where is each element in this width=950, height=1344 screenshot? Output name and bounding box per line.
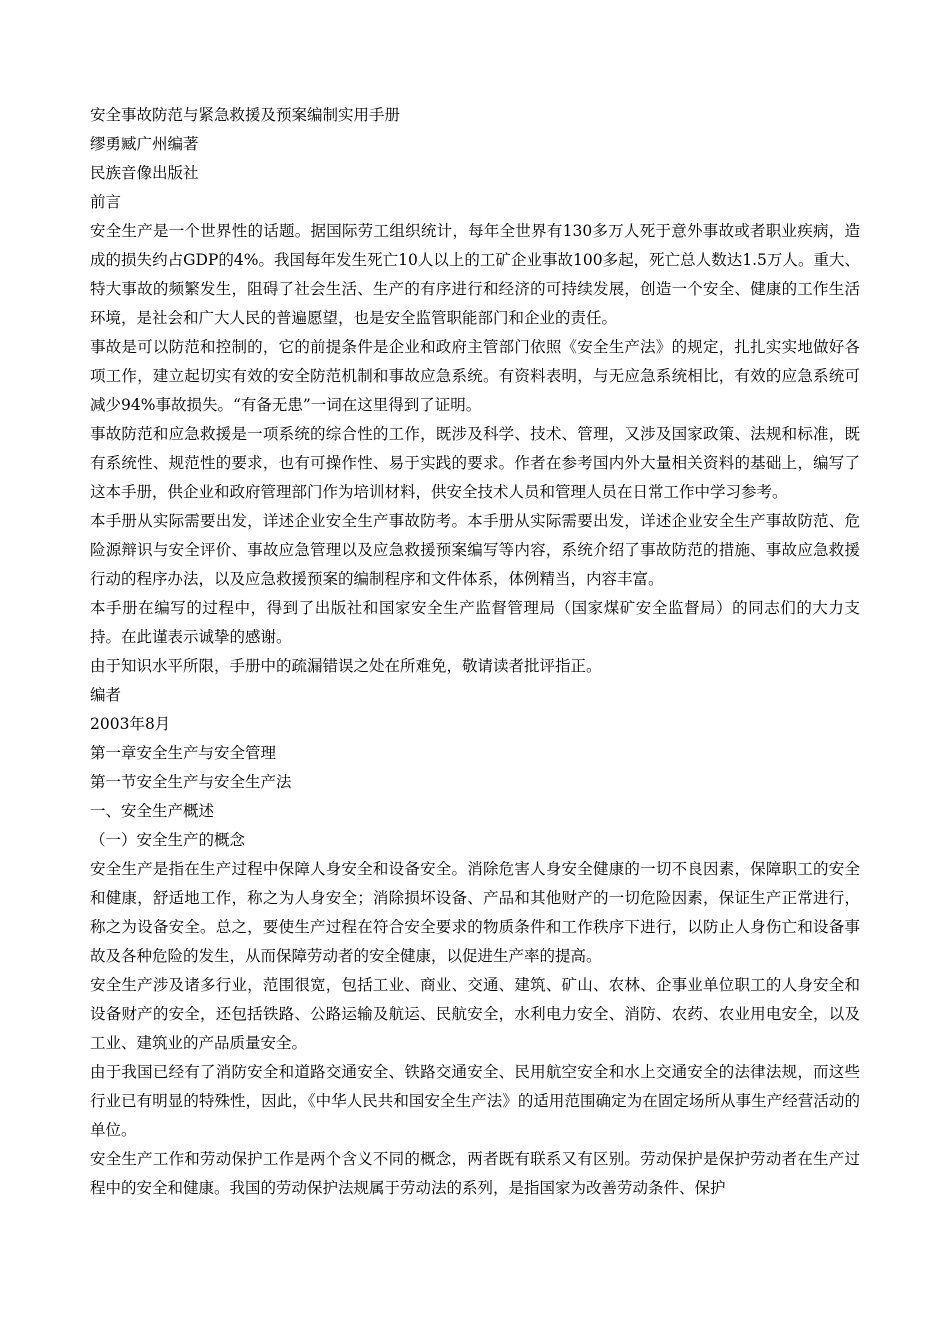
preface-heading: 前言	[90, 193, 122, 211]
document-author: 缪勇臧广州编著	[90, 135, 199, 153]
chapter-heading: 第一章安全生产与安全管理	[90, 744, 277, 762]
body-paragraph: 由于我国已经有了消防安全和道路交通安全、铁路交通安全、民用航空安全和水上交通安全的法律法规，而这些行业已有明显的特殊性，因此，《中华人民共和国安全生产法》的适用范围确定为在固定场所从事生产经营活动的单位。	[90, 1063, 860, 1139]
subsection-heading: 一、安全生产概述	[90, 802, 215, 820]
subsubsection-heading: （一）安全生产的概念	[90, 831, 246, 849]
preface-paragraph: 本手册从实际需要出发，详述企业安全生产事故防考。本手册从实际需要出发，详述企业安全生产事故防范、危险源辩识与安全评价、事故应急管理以及应急救援预案编写等内容，系统介绍了事故防范的措施、事故应急救援行动的程序办法，以及应急救援预案的编制程序和文件体系，体例精当，内容丰富。	[90, 512, 860, 588]
document-publisher: 民族音像出版社	[90, 164, 199, 182]
preface-signature: 编者	[90, 686, 122, 704]
preface-paragraph: 本手册在编写的过程中，得到了出版社和国家安全生产监督管理局（国家煤矿安全监督局）的同志们的大力支持。在此谨表示诚挚的感谢。	[90, 599, 860, 646]
body-paragraph: 安全生产是指在生产过程中保障人身安全和设备安全。消除危害人身安全健康的一切不良因素，保障职工的安全和健康，舒适地工作，称之为人身安全；消除损坏设备、产品和其他财产的一切危险因素，保证生产正常进行，称之为设备安全。总之，要使生产过程在符合安全要求的物质条件和工作秩序下进行，以防止人身伤亡和设备事故及各种危险的发生，从而保障劳动者的安全健康，以促进生产率的提高。	[90, 860, 860, 965]
preface-paragraph: 事故防范和应急救援是一项系统的综合性的工作，既涉及科学、技术、管理，又涉及国家政策、法规和标准，既有系统性、规范性的要求，也有可操作性、易于实践的要求。作者在参考国内外大量相关资料的基础上，编写了这本手册，供企业和政府管理部门作为培训材料，供安全技术人员和管理人员在日常工作中学习参考。	[90, 425, 860, 501]
preface-paragraph: 由于知识水平所限，手册中的疏漏错误之处在所难免，敬请读者批评指正。	[90, 657, 602, 675]
document-title: 安全事故防范与紧急救援及预案编制实用手册	[90, 106, 401, 124]
preface-paragraph: 事故是可以防范和控制的，它的前提条件是企业和政府主管部门依照《安全生产法》的规定，扎扎实实地做好各项工作，建立起切实有效的安全防范机制和事故应急系统。有资料表明，与无应急系统相比，有效的应急系统可减少94%事故损失。“有备无患”一词在这里得到了证明。	[90, 338, 860, 414]
preface-paragraph: 安全生产是一个世界性的话题。据国际劳工组织统计，每年全世界有130多万人死于意外事故或者职业疾病，造成的损失约占GDP的4%。我国每年发生死亡10人以上的工矿企业事故100多起，死亡总人数达1.5万人。重大、特大事故的频繁发生，阻碍了社会生活、生产的有序进行和经济的可持续发展，创造一个安全、健康的工作生活环境，是社会和广大人民的普遍愿望，也是安全监管职能部门和企业的责任。	[90, 222, 860, 327]
preface-date: 2003年8月	[90, 715, 171, 733]
section-heading: 第一节安全生产与安全生产法	[90, 773, 292, 791]
body-paragraph: 安全生产工作和劳动保护工作是两个含义不同的概念，两者既有联系又有区别。劳动保护是保护劳动者在生产过程中的安全和健康。我国的劳动保护法规属于劳动法的系列，是指国家为改善劳动条件、保护	[90, 1150, 860, 1197]
body-paragraph: 安全生产涉及诸多行业，范围很宽，包括工业、商业、交通、建筑、矿山、农林、企事业单位职工的人身安全和设备财产的安全，还包括铁路、公路运输及航运、民航安全，水利电力安全、消防、农药、农业用电安全，以及工业、建筑业的产品质量安全。	[90, 976, 860, 1052]
document-page	[90, 101, 860, 1203]
